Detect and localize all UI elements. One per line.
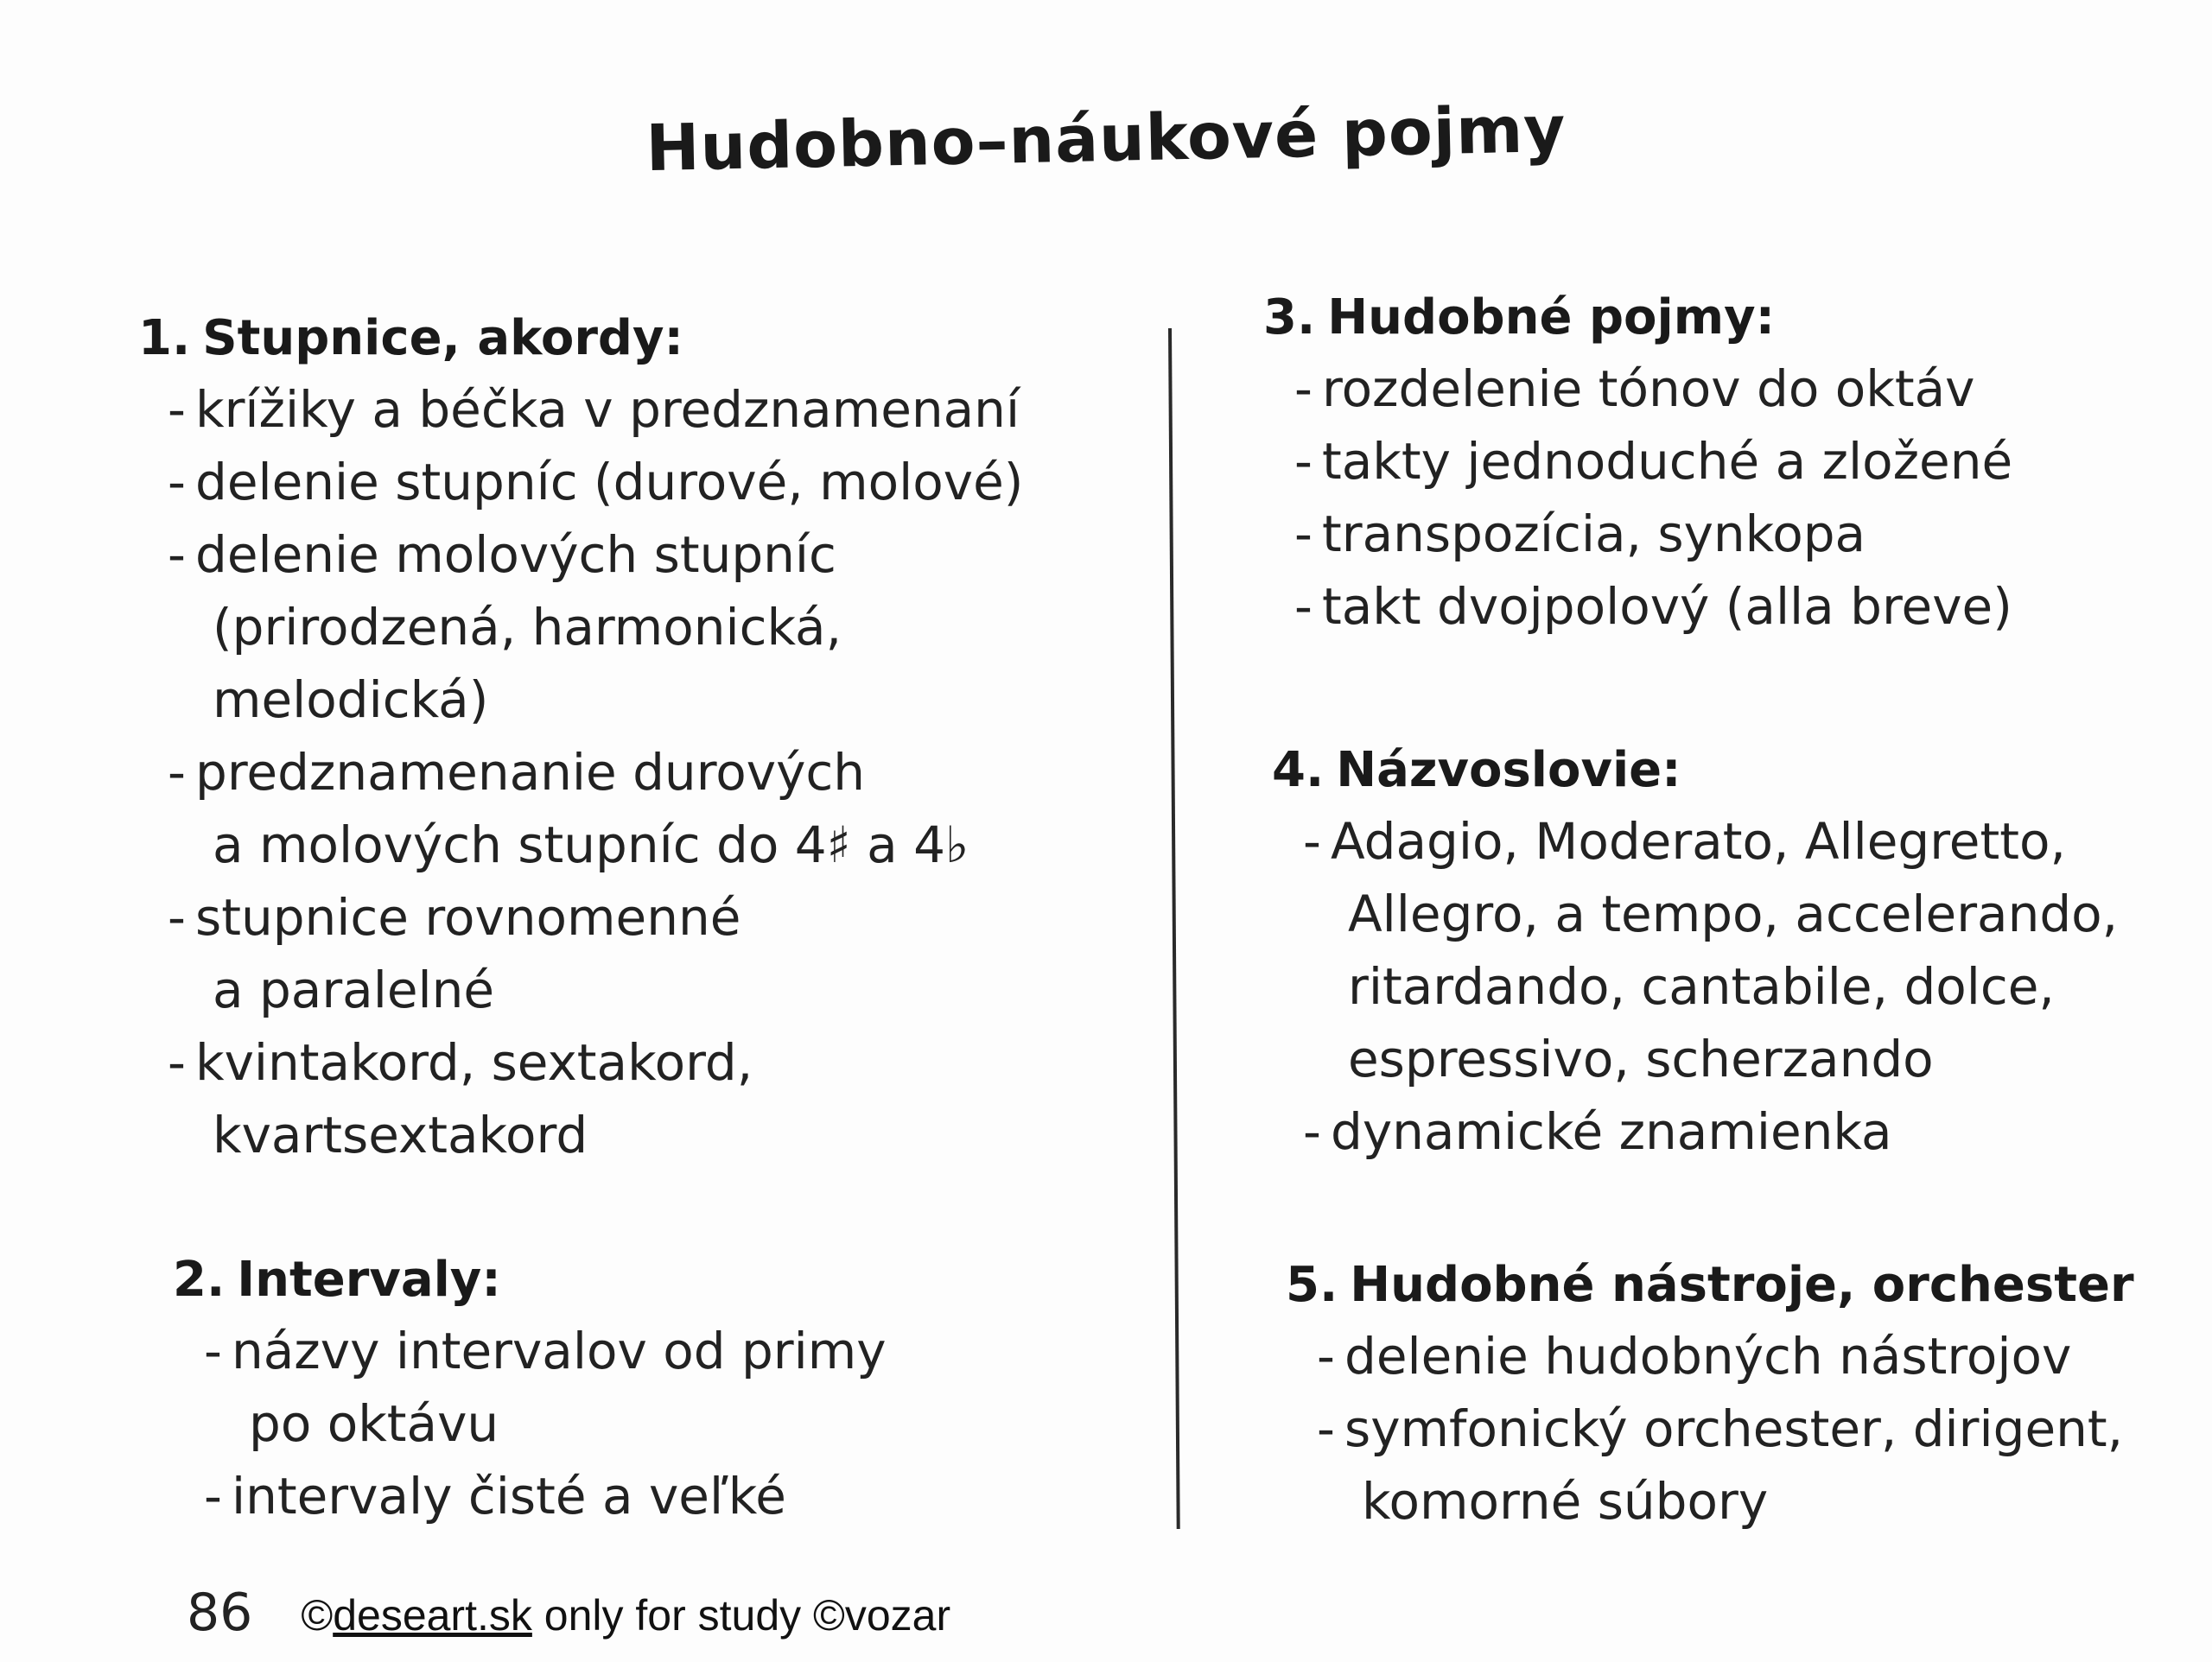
section-number: 2. — [173, 1252, 226, 1308]
item-text: krížiky a béčka v predznamenaní — [195, 380, 1020, 440]
page-title: Hudobno–náukové pojmy — [645, 92, 1567, 187]
page-number: 86 — [187, 1583, 253, 1643]
item-list — [1272, 805, 2118, 1168]
item-text-continuation: a paralelné — [213, 961, 495, 1020]
item-text: takt dvojpolový (alla breve) — [1322, 577, 2012, 637]
list-item — [1294, 425, 2012, 498]
list-item — [1294, 570, 2012, 643]
list-item — [168, 518, 1023, 736]
list-item — [1317, 1392, 2134, 1538]
list-item — [1303, 1095, 2118, 1168]
item-list — [138, 373, 1023, 1171]
item-text: delenie molových stupníc — [195, 525, 836, 585]
item-list — [1286, 1320, 2134, 1538]
list-item — [168, 881, 1023, 1026]
credit-prefix: © — [301, 1591, 334, 1640]
list-item — [204, 1315, 887, 1460]
list-item — [1294, 498, 2012, 570]
list-item — [1317, 1320, 2134, 1392]
bullet-dash: - — [1317, 1327, 1335, 1386]
item-text: delenie stupníc (durové, molové) — [195, 453, 1024, 512]
item-text: dynamické znamienka — [1331, 1102, 1892, 1162]
item-list — [1263, 352, 2012, 643]
bullet-dash: - — [1294, 504, 1313, 564]
bullet-dash: - — [1294, 359, 1313, 419]
section-heading-text: Hudobné nástroje, orchester — [1350, 1257, 2134, 1313]
section-heading-text: Hudobné pojmy: — [1327, 289, 1775, 346]
page-footer — [187, 1583, 950, 1643]
item-text: intervaly čisté a veľké — [232, 1467, 786, 1526]
section-scales-chords — [138, 311, 1023, 1171]
item-text: takty jednoduché a zložené — [1322, 432, 2013, 492]
list-item — [1303, 805, 2118, 1095]
item-text: Adagio, Moderato, Allegretto, — [1331, 812, 2066, 872]
section-heading — [1272, 743, 2118, 798]
section-heading-text: Názvoslovie: — [1336, 742, 1681, 798]
list-item — [168, 373, 1023, 446]
item-text: kvintakord, sextakord, — [195, 1033, 753, 1093]
credit-suffix: only for study ©vozar — [531, 1591, 951, 1640]
list-item — [168, 1026, 1023, 1171]
item-text: predznamenanie durových — [195, 743, 866, 802]
list-item — [1294, 352, 2012, 425]
section-heading-text: Intervaly: — [237, 1252, 501, 1308]
item-text: stupnice rovnomenné — [195, 888, 741, 948]
item-text: rozdelenie tónov do oktáv — [1322, 359, 1975, 419]
bullet-dash: - — [168, 453, 186, 512]
item-list — [173, 1315, 887, 1532]
item-text: transpozícia, synkopa — [1322, 504, 1866, 564]
column-divider — [1168, 328, 1180, 1529]
section-heading — [1286, 1258, 2134, 1313]
section-heading — [1263, 290, 2012, 346]
item-text: symfonický orchester, dirigent, — [1344, 1399, 2124, 1459]
list-item — [204, 1460, 887, 1532]
item-text-continuation: kvartsextakord — [213, 1106, 588, 1165]
bullet-dash: - — [168, 888, 186, 948]
item-text-continuation: po oktávu — [249, 1394, 499, 1454]
section-instruments-orchestra — [1286, 1258, 2134, 1538]
bullet-dash: - — [204, 1322, 222, 1381]
item-text: názvy intervalov od primy — [232, 1322, 887, 1381]
item-text-continuation: Allegro, a tempo, accelerando, — [1348, 885, 2119, 944]
section-intervals — [173, 1253, 887, 1532]
bullet-dash: - — [1303, 812, 1321, 872]
item-text-continuation: komorné súbory — [1362, 1472, 1769, 1532]
section-heading-text: Stupnice, akordy: — [202, 310, 683, 366]
credit-link[interactable]: deseart.sk — [333, 1591, 532, 1640]
bullet-dash: - — [204, 1467, 222, 1526]
bullet-dash: - — [1294, 432, 1313, 492]
bullet-dash: - — [168, 525, 186, 585]
item-text-continuation: a molových stupníc do 4♯ a 4♭ — [213, 815, 969, 875]
item-text-continuation: (prirodzená, harmonická, — [213, 598, 842, 657]
item-text-continuation: melodická) — [213, 670, 489, 730]
section-number: 3. — [1263, 289, 1316, 346]
list-item — [168, 446, 1023, 518]
bullet-dash: - — [168, 380, 186, 440]
item-text: delenie hudobných nástrojov — [1344, 1327, 2072, 1386]
section-music-terms — [1263, 290, 2012, 643]
bullet-dash: - — [1294, 577, 1313, 637]
section-heading — [138, 311, 1023, 366]
copyright-credit — [301, 1590, 950, 1640]
bullet-dash: - — [168, 743, 186, 802]
section-nomenclature — [1272, 743, 2118, 1168]
section-number: 4. — [1272, 742, 1325, 798]
bullet-dash: - — [1303, 1102, 1321, 1162]
section-number: 1. — [138, 310, 191, 366]
section-number: 5. — [1286, 1257, 1338, 1313]
bullet-dash: - — [1317, 1399, 1335, 1459]
list-item — [168, 736, 1023, 881]
section-heading — [173, 1253, 887, 1308]
item-text-continuation: espressivo, scherzando — [1348, 1030, 1934, 1089]
item-text-continuation: ritardando, cantabile, dolce, — [1348, 957, 2055, 1017]
bullet-dash: - — [168, 1033, 186, 1093]
